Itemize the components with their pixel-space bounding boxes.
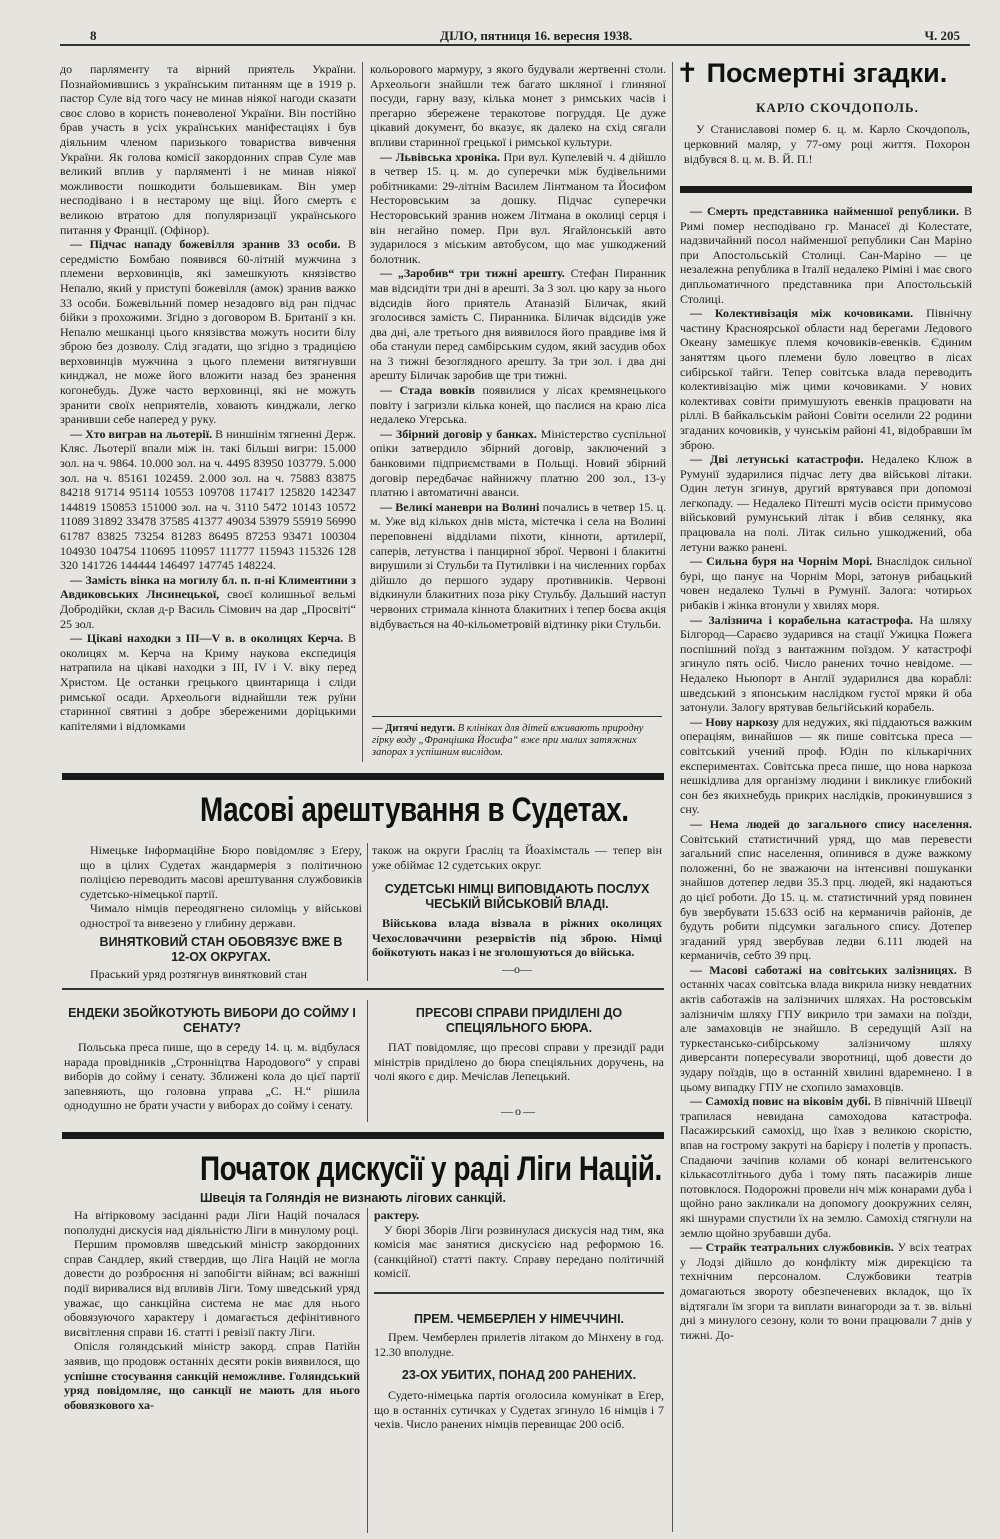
column-2	[370, 62, 666, 712]
news-item-text: В останніх часах совітська влада викрила низку невдатних актів саботажів на залізничих шляхах. На ростовськім залізничім шляху ГПУ викрило три замахи на поїзди, але замаховців не знайшло. В середущій Азії на туркестансько-сибірському залізничому шляху диверсанти попересували зворотниці, щоб довести до зудару поїздів, що в останній хвилині вдаремнено. І в цьому випадку ГПУ не схопило замаховців.	[680, 962, 972, 1094]
sudety-para: Німецьке Інформаційне Бюро повідомляє з Еґеру, що в цілих Судетах жандармерія з політичною поліцією переводить масові арештування службовиків судетсько-німецької партії.	[80, 843, 362, 901]
header-rule	[60, 44, 970, 46]
liga-text: Опісля голяндський міністр закорд. справ Патійн заявив, що продовж останніх десяти років виявилося, що	[64, 1339, 360, 1368]
cross-icon: ✝	[676, 58, 699, 88]
news-item	[680, 613, 972, 715]
news-item	[370, 427, 666, 500]
news-item	[680, 306, 972, 452]
ad-rule	[372, 716, 662, 717]
news-item-text: Внаслідок сильної бурі, що панує на Чорнім Морі, затонув рибацький човен недалеко Тульчі в Румунії. Залога: чотирьох рибаків і жінка втонули у хвилях моря.	[680, 554, 972, 613]
press-headline: ПРЕСОВІ СПРАВИ ПРИДІЛЕНІ ДО СПЕЦІЯЛЬНОГО БЮРА.	[415, 1006, 623, 1035]
ornament: —o—	[501, 1104, 537, 1118]
news-item	[60, 573, 356, 631]
news-item-text: Недалеко Клюж в Румунії зударилися підчас лету два військові літаки. Один летун згинув, другий врятувався при допомозі легкопаду. — Недалеко Пітешті мусів осісти примусово військовий румунський літак і вбив селянку, яка працювала на полі. Літак сильно ушкоджений, оба летуни важко ранені.	[680, 452, 972, 554]
liga-para: Першим промовляв шведський міністр закордонних справ Сандлер, який ствердив, що Ліга Націй не могла довести до розброєння ні запобігти війнам; всі важніші події виривалися від впливів Ліги. Тому шведський уряд уважає, що санкційна система не має для нього обовязуючого характеру і домагається дефінітивного висвітлення справи 16. статті і ревізії пакту Ліги.	[64, 1237, 360, 1339]
obituaries-heading-text: Посмертні згадки.	[706, 58, 948, 88]
news-item-text: В середмістю Бомбаю появився 60-літній мужчина з племени верховинців, які замешкують князівство Непалю, який у приступі божевілля (амок) зранив важко 33 особи. Божевільний помер незадовго від ран підчас бійки з прохожими. Згідно з договором В. Британії з кн. Непалю мешканці цього князівства можуть носити білу зброю без дозволу. Слід згадати, що згідно з традицією верховинців мужчина з цього племени витягнувши кинджал, не може його вложити назад без зранення когонебудь. Дуже часто верховинці, які не можуть зранити своїх неприятелів, ховають кинджали, легко зранивши себе наперед у руку.	[60, 237, 356, 427]
news-item-title: — Стада вовків	[380, 383, 475, 398]
masthead-date	[440, 28, 632, 44]
news-item-title: — Залізнича і корабельна катастрофа.	[690, 612, 914, 627]
news-item-title: — Цікаві находки з III—V в. в околицях Керча.	[70, 631, 344, 646]
liga-headline: Початок дискусії у раді Ліги Націй.	[200, 1150, 662, 1188]
masthead: ДІЛО,	[440, 28, 478, 43]
news-item	[680, 1094, 972, 1240]
issue-number: Ч. 205	[924, 28, 960, 43]
news-item-text: У всіх театрах у Лодзі дійшло до конфлікту між дирекцією та технічним персоналом. Службовики театрів домагаються звороту обезпеченевих вкладок, що їх відтягали їм згори та виплати винагороди за т. зв. вільні дні з минулого сезону, коли то вони працювали 7 днів у тижні. До-	[680, 1240, 972, 1342]
sudety-subheading: ВИНЯТКОВИЙ СТАН ОБОВЯЗУЄ ВЖЕ В 12-ОХ ОКРУГАХ.	[99, 934, 343, 964]
section-rule	[62, 988, 664, 990]
news-item-title: — Масові саботажі на совітських залізницях.	[690, 962, 957, 977]
news-item-title: — „Заробив“ три тижні арешту.	[380, 266, 565, 281]
news-item	[370, 500, 666, 631]
obituary-text: У Станиславові помер 6. ц. м. Карло Скочдополь, церковний маляр, у 77-ому році життя. Похорон відбувся 8. ц. м. В. Й. П.!	[684, 122, 970, 166]
news-item-text: почались в четвер 15. ц. м. Уже від кількох днів міста, містечка і села на Волині переповнені відділами піхоти, кінноти, артилерії, саперів, летунства і панцирної зброї. Червоні і блакитні вирушили зі Стульби та Путилівки і на численних горбах дійшло до першого зудару противників. Червоні відкинули блакитних поза ріку Стульбу. Дальший наступ червоних стримала кіннота блакитних і тепер боєва акція відбувається на 40-кільометровій відтинку ріки Стульби.	[370, 499, 666, 631]
news-item	[370, 266, 666, 383]
news-item-text: В Римі помер несподівано гр. Манасеї ді Колестате, надзвичайний посол найменшої републики Сан Маріно при Апостольській Столиці. Сан-Маріно — це незалежна република в Італії недалеко Ріміні і має свого дипльоматичного представника при Апостольській Столиці.	[680, 204, 972, 306]
sudety-subheading: СУДЕТСЬКІ НІМЦІ ВИПОВІДАЮТЬ ПОСЛУХ ЧЕСЬКІЙ ВІЙСЬКОВІЙ ВЛАДІ.	[384, 882, 650, 912]
news-item	[60, 631, 356, 733]
liga-subheadline: Швеція та Голяндія не визнають лігових санкцій.	[200, 1191, 507, 1205]
endeki-headline: ЕНДЕКИ ЗБОЙКОТУЮТЬ ВИБОРИ ДО СОЙМУ І СЕНАТУ?	[68, 1006, 356, 1035]
news-item-title: — Колективізація між кочовиками.	[690, 306, 914, 321]
page-number: 8	[90, 28, 97, 43]
news-item-title: — Львівська хроніка.	[380, 149, 500, 164]
endeki-text: Польська преса пише, що в середу 14. ц. м. відбулася нарада провідників „Стронніцтва Народового“ у справі виборів до сойму і сенату. Зближені кола до цієї партії запевняють, що головна управа „С. Н.“ рішила однодушно не брати участи у виборах до сойму і сенату.	[64, 1040, 360, 1113]
news-item-title: — Великі маневри на Волині	[380, 499, 540, 514]
news-item-text: В ниншінім тягненні Держ. Кляс. Льотерії впали між ін. такі більші вигри: 15.000 зол. на ч. 9864. 10.000 зол. на ч. 4495 83950 103779. 5.000 зол. на ч. 85161 102459. 2.000 зол. на ч. 75883 83875 84218 91714 95114 10553 109708 117417 125820 142347 144819 150853 151000 зол. на ч. 3110 5472 10143 10572 11089 31892 33478 37585 41377 49034 53979 55919 56990 61787 83825 73254 81283 86495 87253 93471 100304 104930 104754 110695 110957 111777 115943 115326 128 320 141726 144444 146497 147745 148224.	[60, 426, 356, 573]
column-divider	[367, 1208, 368, 1533]
news-item-title: — Нову наркозу	[690, 714, 779, 729]
sudety-para: Праський уряд розтягнув винятковий стан	[90, 966, 307, 981]
news-item-title: — Збірний договір у банках.	[380, 426, 537, 441]
sudety-para: Чимало німців переодягнено силоміць у військові однострої та вивезено у глибину держави.	[80, 901, 362, 930]
column-1	[60, 62, 356, 764]
news-item-text: Міністерство суспільної опіки затвердило збірний договір, заключений з банковими підприємствами в Польщі. Новий збірний договір передбачає найнижчу платню 200 зол., 13-у платню і автоматичні аванси.	[370, 426, 666, 500]
sudety-headline: Масові арештування в Судетах.	[200, 791, 629, 829]
sudety-right-column	[372, 843, 662, 977]
article-text: до парляменту та вірний приятель України. Познайомившись з українським питанням ще в 1919 р. пастор Суле від того часу не минав ніякої нагоди сказати своє слово в користь поневоленої України. Він постійно брав участь в усіх українських маніфестаціях і був діяльним членом паризького товариства вивчення України. Як голова комісії закордонних справ Суле мав великий вплив у парляменті і не минав ніякої можливости пошкодити большевикам. Він умер несподівано і в нестарому ще віці. Його смерть є великою втратою для популяризації українського питання у Франції. (Офінор).	[60, 62, 356, 237]
column-divider	[367, 1000, 368, 1122]
news-item	[680, 554, 972, 612]
news-item-text: Стефан Пиранник мав відсидіти три дні в арешті. За 3 зол. цю кару за нього відсидів його приятель Атаназій Біличак, який зголосився замість С. Пиранника. Біличак відсидів уже два дні, але третього дня виявилося його правдиве імя й оба станули перед самбірським судом, який засудив обох на 3 тижні безоглядного арешту. За три зол. і два дні арешту Біличак заробив ще три тижні.	[370, 266, 666, 383]
liga-para: У бюрі Зборів Ліги розвинулася дискусія над тим, яка комісія має занятися дискусією над реформою 16. (санкційної) статті пакту. Справу передано політичній комісії.	[374, 1222, 664, 1281]
news-item	[680, 715, 972, 817]
sudety-para: також на округи Ґрасліц та Йоахімсталь — тепер він уже обіймає 12 судетських округ.	[372, 843, 662, 872]
section-rule	[62, 1132, 664, 1139]
news-item	[60, 427, 356, 573]
column-divider	[362, 62, 363, 762]
news-item	[680, 204, 972, 306]
news-item	[680, 452, 972, 554]
sudety-left-column	[80, 843, 362, 981]
column-divider	[672, 62, 673, 1532]
liga-text-bold: успішне стосування санкцій неможливе. Голяндський уряд повідомляє, що санкції не мають для нього обовязкового ха-	[64, 1368, 360, 1412]
ad-title: — Дитячі недуги.	[372, 723, 456, 734]
liga-para: На вітірковому засіданні ради Ліги Націй почалася пополудні дискусія над діяльністю Ліги в минулому році.	[64, 1208, 360, 1237]
section-rule	[62, 773, 664, 780]
news-item-title: — Хто виграв на льотерії.	[70, 426, 213, 441]
obituaries-rule	[680, 186, 972, 193]
news-item-title: — Дві летунські катастрофи.	[690, 452, 864, 467]
news-item	[370, 383, 666, 427]
liga-para	[64, 1339, 360, 1412]
news-item-text: появилися у лісах кремянецького повіту і загризли кілька коней, що паслися на краю ліса недалеко Угерська.	[370, 383, 666, 427]
news-item	[370, 150, 666, 267]
news-item-title: — Замість вінка на могилу бл. п. п-ні Климентини з Авдиковських Лисинецької,	[60, 572, 356, 602]
chamberlain-headline: ПРЕМ. ЧЕМБЕРЛЕН У НІМЕЧЧИНІ.	[413, 1312, 625, 1326]
news-item	[60, 237, 356, 427]
news-item-title: — Сильна буря на Чорнім Морі.	[690, 554, 873, 569]
news-item-text: В північній Швеції трапилася невидана самоходова катастрофа. Пасажирський самохід, що їхав з великою скорістю, впав на гострому закруті на барієру і полетів у пропасть. Спадаючи зачіпив колами об конарі велитенського кількасотлітнього дуба і тому пять пасажирів лише потовклося. Подорожні провели ніч між конарами дуба і щойно рано закликали на допомогу доокружних селян, які шнурами спустили їх на землю. Самохід стягнули на землю щойно зрубавши дуба.	[680, 1094, 972, 1240]
news-item-text: Північну частину Красноярської области над берегами Ледового Океану замешкує племя кочовиків-евенків. Єдиним заняттям цього племени було ловецтво в лісах сибірської тайги. Тепер совітська влада переводить колективізацію між цими кочовиками. У нових колективах совіти примушують евенків працювати на ріллі. В байкальськім районі Совіти оселили 22 родини згаданих кочовиків, у чунськім районі 41, відобравши їм зброю.	[680, 306, 972, 452]
obituary-name: КАРЛО СКОЧДОПОЛЬ.	[756, 100, 919, 115]
news-item-title: — Самохід повис на віковім дубі.	[690, 1094, 871, 1109]
news-item-text: своєї колишньої вельмі Добродійки, склав д-р Василь Сімович на дар „Просвіті“ 25 зол.	[60, 587, 356, 631]
ornament: —o—	[502, 961, 532, 976]
news-item-title: — Смерть представника найменшої републики.	[690, 204, 959, 218]
liga-left-column	[64, 1208, 360, 1412]
column-divider	[367, 843, 368, 981]
news-item-text: На шляху Білгород—Сараєво зударився на стації Ужицка Пожега поспішний поїзд з вантажним поїздом. У катастрофі згинуло пять осіб. Число ранених точно невідоме. — Недалеко Ньюпорт в Англії зударилися два кораблі: шведський з японським наслідком густої мряки й оба затонули. Залогу врятував бельгійський корабель.	[680, 612, 972, 715]
news-item	[680, 817, 972, 963]
news-item-text: для недужих, які піддаються важким операціям, винайшов — як пише совітська преса — совітський учений проф. Юдін по кількарічних експериментах. Совітська преса пише, що нова наркоза нешкідлива для організму людини і викликує глибокий сон без якихнебудь прикрих наслідків, прокинувшися з сну.	[680, 714, 972, 817]
news-item-text: При вул. Купелевій ч. 4 дійшло в четвер 15. ц. м. до суперечки між будівельними робітниками: 29-літнім Василем Лінтманом та Йосифом Несторовським за дошку. Підчас суперечки Несторовський зранив ножем Літмана в околиці серця і він негайно помер. При вул. Ягайлонській авто зударилося з міським автобусом, що має ушкоджений болотник.	[370, 149, 666, 266]
press-text: ПАТ повідомляє, що пресові справи у президії ради міністрів приділено до бюра спеціяльних доручень, на чолі якого є дир. Мечіслав Лепецький.	[374, 1040, 664, 1084]
chamberlain-text: Прем. Чемберлен прилетів літаком до Мінхену в год. 12.30 вполудне.	[374, 1330, 664, 1359]
news-item-title: — Нема людей до загального спису населення.	[690, 816, 972, 831]
article-text: кольорового мармуру, з якого будували жертвенні столи. Археольоги знайшли теж багато шкляної і глиняної посуди, гарну вазу, кілька монет з римських часів і прегарно збережене теракотове погруддя. Це дуже цікавий документ, бо вказує, як далеко на схід сягали впливи старинної грецької і римської культури.	[370, 62, 666, 149]
ad-text: В клініках для дітей вживають природну гірку воду „Францішка Йосифа“ вже при малих затяжних запорах з успішним вислідом.	[372, 723, 644, 758]
news-item-text: В околицях м. Керча на Криму наукова експедиція натрапила на цікаві находки з III, IV і V. віку перед Христом. Це останки грецького цвинтарища і сліди римської осади. Археольоги віднайшли теж руїни старинної святині з добре збереженими доріцькими капітелями і відломками	[60, 631, 356, 733]
news-item	[680, 963, 972, 1094]
liga-right-column	[374, 1208, 664, 1281]
news-item-title: — Підчас нападу божевілля зранив 33 особи.	[70, 237, 341, 252]
sudety-para: Військова влада візвала в ріжних околицях Чехословаччини резервістів під зброю. Німці бойкотують наказ і не зголошуються до війська.	[372, 916, 662, 960]
news-item-text: Совітський статистичний уряд, що мав перевести загальний спис населення, опинився в дуже важкому положенні, бо не зважаючи на інтенсивні пошуканки знайшов дотепер ледви 35.3 прц. людей, які надаються до цієї роботи. До 15. ц. м. статистичний уряд повинен був звербувати 15.633 осіб на керманичів районів, де будуть робити підсумки загального спису. Дотепер згаданий уряд звербував ледви 6.111 людей на керманичів, себто 39 прц.	[680, 831, 972, 963]
chamberlain-subheading: 23-ОХ УБИТИХ, ПОНАД 200 РАНЕНИХ.	[401, 1368, 637, 1382]
news-item-title: — Страйк театральних службовиків.	[690, 1240, 894, 1255]
small-advertisement	[372, 723, 662, 759]
column-3	[680, 204, 972, 1534]
section-rule	[374, 1292, 664, 1294]
chamberlain-text2: Судето-німецька партія оголосила комунікат в Еґер, що в останніх сутичках у Судетах згинуло 16 німців і 7 чехів. Число ранених німців перевищає 200 осіб.	[374, 1388, 664, 1432]
issue-date: пятниця 16. вересня 1938.	[480, 28, 633, 43]
obituaries-heading	[676, 58, 947, 89]
news-item	[680, 1240, 972, 1342]
liga-para: рактеру.	[374, 1208, 420, 1222]
